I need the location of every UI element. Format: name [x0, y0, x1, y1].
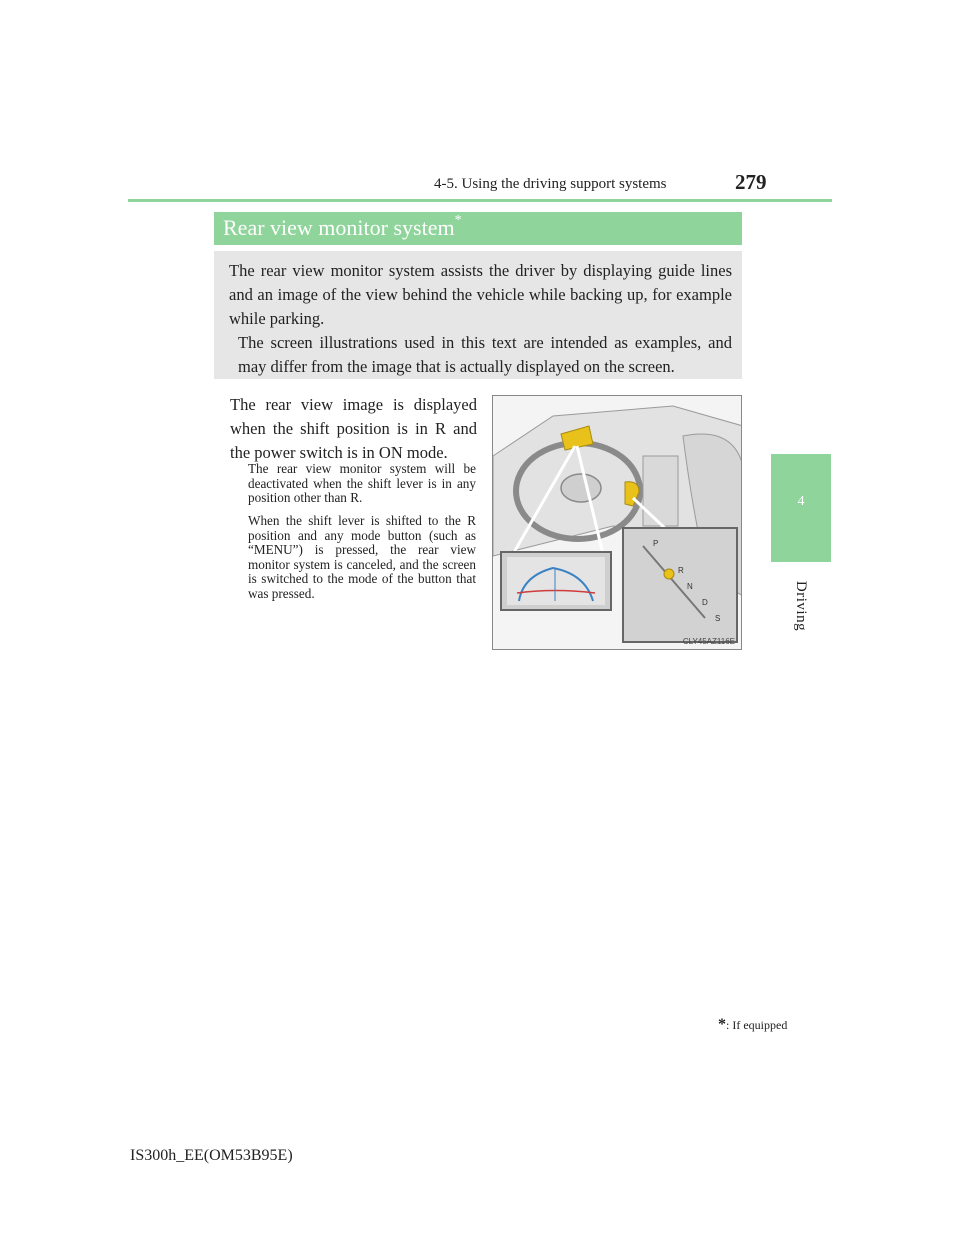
header-rule — [128, 199, 832, 202]
header-section-title: 4-5. Using the driving support systems — [434, 176, 667, 192]
intro-paragraph: The rear view monitor system assists the driver by displaying guide lines and an image of the view behind the vehicle while backing up, for example while parking. — [229, 261, 732, 328]
header-page-number: 279 — [735, 170, 767, 194]
shift-label-d: D — [702, 598, 708, 607]
figure-code: CLY45AZ116E — [682, 637, 735, 646]
body-note-2: When the shift lever is shifted to the R position and any mode button (such as “MENU”) is pressed, the rear view monitor system is canceled, and the screen is switched to the mode of the button that was pressed. — [248, 513, 476, 601]
center-stack — [643, 456, 678, 526]
shift-label-p: P — [653, 539, 659, 548]
section-title-text: Rear view monitor system — [223, 215, 455, 240]
cockpit-illustration — [492, 395, 742, 650]
chapter-tab — [771, 454, 831, 562]
intro-box — [214, 251, 742, 379]
section-title-marker: * — [454, 213, 462, 228]
footnote-marker: * — [718, 1016, 726, 1033]
chapter-tab-label: Driving — [793, 580, 809, 632]
chapter-tab-number: 4 — [797, 494, 805, 509]
footnote-text: : If equipped — [726, 1018, 788, 1032]
footer-model-code: IS300h_EE(OM53B95E) — [130, 1147, 293, 1164]
footnote — [718, 1016, 787, 1034]
intro-note: The screen illustrations used in this text are intended as examples, and may differ from the image that is actually displayed on the screen. — [238, 333, 732, 376]
body-paragraph: The rear view image is displayed when the shift position is in R and the power switch is in ON mode. — [230, 395, 477, 462]
shift-label-n: N — [687, 582, 693, 591]
cockpit-illustration-drawing — [493, 396, 742, 650]
shift-position-R-marker — [664, 569, 674, 579]
shift-gate-inset — [623, 528, 737, 642]
section-title-bar — [214, 212, 742, 245]
shift-label-s: S — [715, 614, 721, 623]
section-title — [223, 215, 462, 241]
monitor-screen — [507, 557, 605, 605]
steering-hub — [561, 474, 601, 502]
body-note-1: The rear view monitor system will be deactivated when the shift lever is in any position other than R. — [248, 461, 476, 505]
shift-label-r: R — [678, 566, 684, 575]
